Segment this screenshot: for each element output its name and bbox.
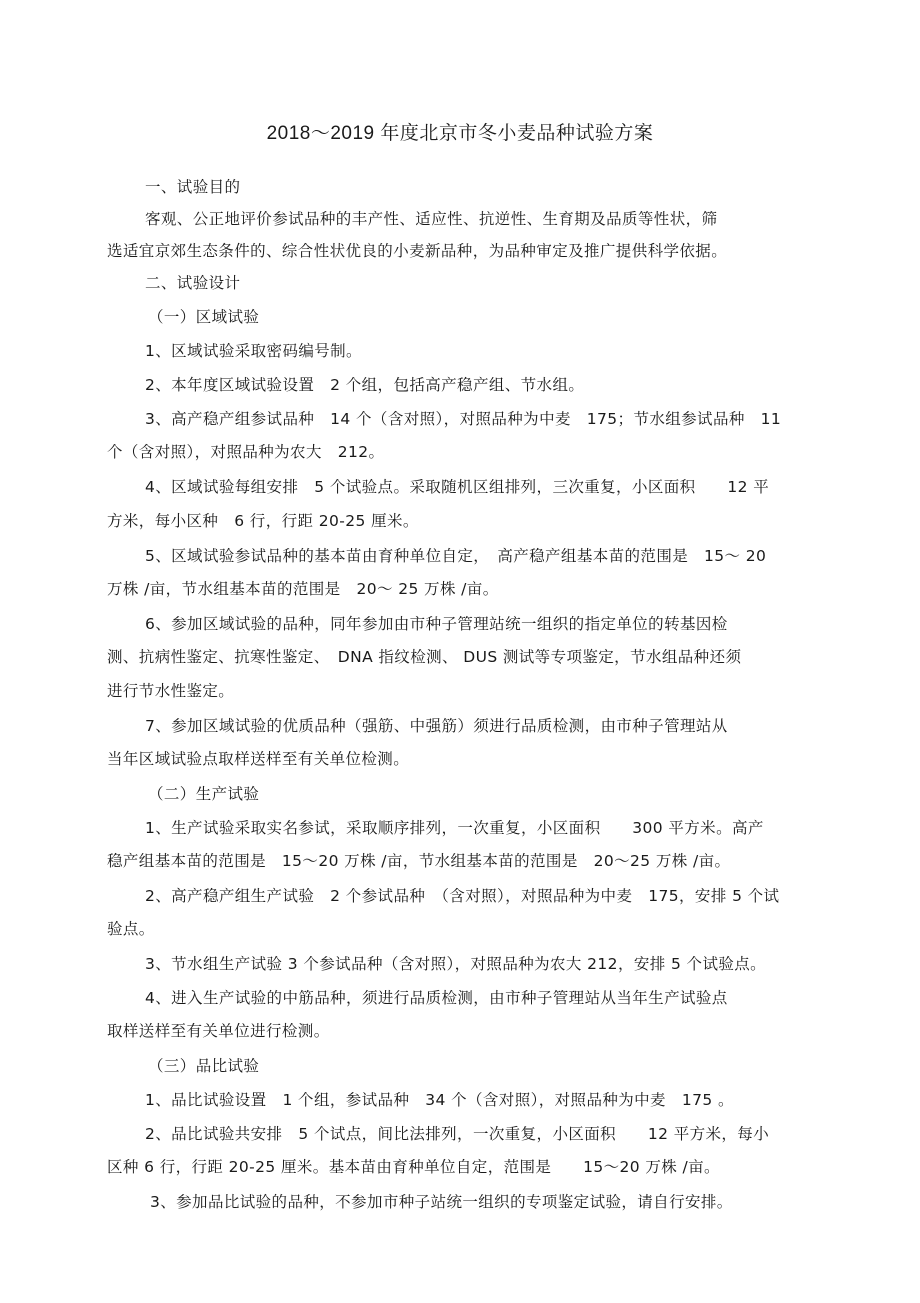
subsection-heading-production-trial: （二）生产试验 xyxy=(148,785,260,803)
list-item-continuation: 当年区域试验点取样送样至有关单位检测。 xyxy=(107,750,410,768)
list-item: 2、品比试验共安排 5 个试点，间比法排列，一次重复，小区面积 12 平方米，每小 xyxy=(145,1125,770,1143)
list-item: 4、区域试验每组安排 5 个试验点。采取随机区组排列，三次重复，小区面积 12 平 xyxy=(145,478,770,496)
list-item-continuation: 测、抗病性鉴定、抗寒性鉴定、 DNA 指纹检测、 DUS 测试等专项鉴定，节水组品种还须 xyxy=(107,648,742,666)
list-item-continuation: 验点。 xyxy=(107,920,155,938)
list-item-continuation: 个（含对照），对照品种为农大 212。 xyxy=(107,443,385,461)
section-heading-purpose: 一、试验目的 xyxy=(145,178,241,196)
list-item: 6、参加区域试验的品种，同年参加由市种子管理站统一组织的指定单位的转基因检 xyxy=(145,615,728,633)
list-item-continuation: 万株 /亩，节水组基本苗的范围是 20～ 25 万株 /亩。 xyxy=(107,580,499,598)
subsection-heading-regional-trial: （一）区域试验 xyxy=(148,308,260,326)
paragraph-line: 客观、公正地评价参试品种的丰产性、适应性、抗逆性、生育期及品质等性状，筛 xyxy=(145,210,718,228)
list-item-continuation: 稳产组基本苗的范围是 15～20 万株 /亩，节水组基本苗的范围是 20～25 万株 /亩。 xyxy=(107,852,731,870)
list-item: 7、参加区域试验的优质品种（强筋、中强筋）须进行品质检测，由市种子管理站从 xyxy=(145,717,728,735)
list-item: 1、生产试验采取实名参试，采取顺序排列，一次重复，小区面积 300 平方米。高产 xyxy=(145,819,764,837)
subsection-heading-comparison-trial: （三）品比试验 xyxy=(148,1057,260,1075)
list-item: 2、本年度区域试验设置 2 个组，包括高产稳产组、节水组。 xyxy=(145,376,585,394)
list-item: 4、进入生产试验的中筋品种，须进行品质检测，由市种子管理站从当年生产试验点 xyxy=(145,989,728,1007)
list-item-continuation: 方米，每小区种 6 行，行距 20-25 厘米。 xyxy=(107,512,419,530)
paragraph-line: 选适宜京郊生态条件的、综合性状优良的小麦新品种，为品种审定及推广提供科学依据。 xyxy=(107,242,728,260)
list-item-continuation: 进行节水性鉴定。 xyxy=(107,682,235,700)
list-item: 1、区域试验采取密码编号制。 xyxy=(145,342,362,360)
list-item: 2、高产稳产组生产试验 2 个参试品种 （含对照），对照品种为中麦 175，安排 5 个试 xyxy=(145,887,780,905)
list-item: 3、高产稳产组参试品种 14 个（含对照），对照品种为中麦 175；节水组参试品种 11 xyxy=(145,410,782,428)
list-item: 3、参加品比试验的品种，不参加市种子站统一组织的专项鉴定试验，请自行安排。 xyxy=(150,1193,733,1211)
section-heading-design: 二、试验设计 xyxy=(145,274,241,292)
document-title: 2018～2019 年度北京市冬小麦品种试验方案 xyxy=(266,123,654,144)
list-item-continuation: 取样送样至有关单位进行检测。 xyxy=(107,1022,330,1040)
list-item: 3、节水组生产试验 3 个参试品种（含对照），对照品种为农大 212，安排 5 个试验点。 xyxy=(145,955,767,973)
list-item: 1、品比试验设置 1 个组，参试品种 34 个（含对照），对照品种为中麦 175 。 xyxy=(145,1091,734,1109)
list-item-continuation: 区种 6 行，行距 20-25 厘米。基本苗由育种单位自定，范围是 15～20 万株 /亩。 xyxy=(107,1158,720,1176)
list-item: 5、区域试验参试品种的基本苗由育种单位自定， 高产稳产组基本苗的范围是 15～ 20 xyxy=(145,547,767,565)
